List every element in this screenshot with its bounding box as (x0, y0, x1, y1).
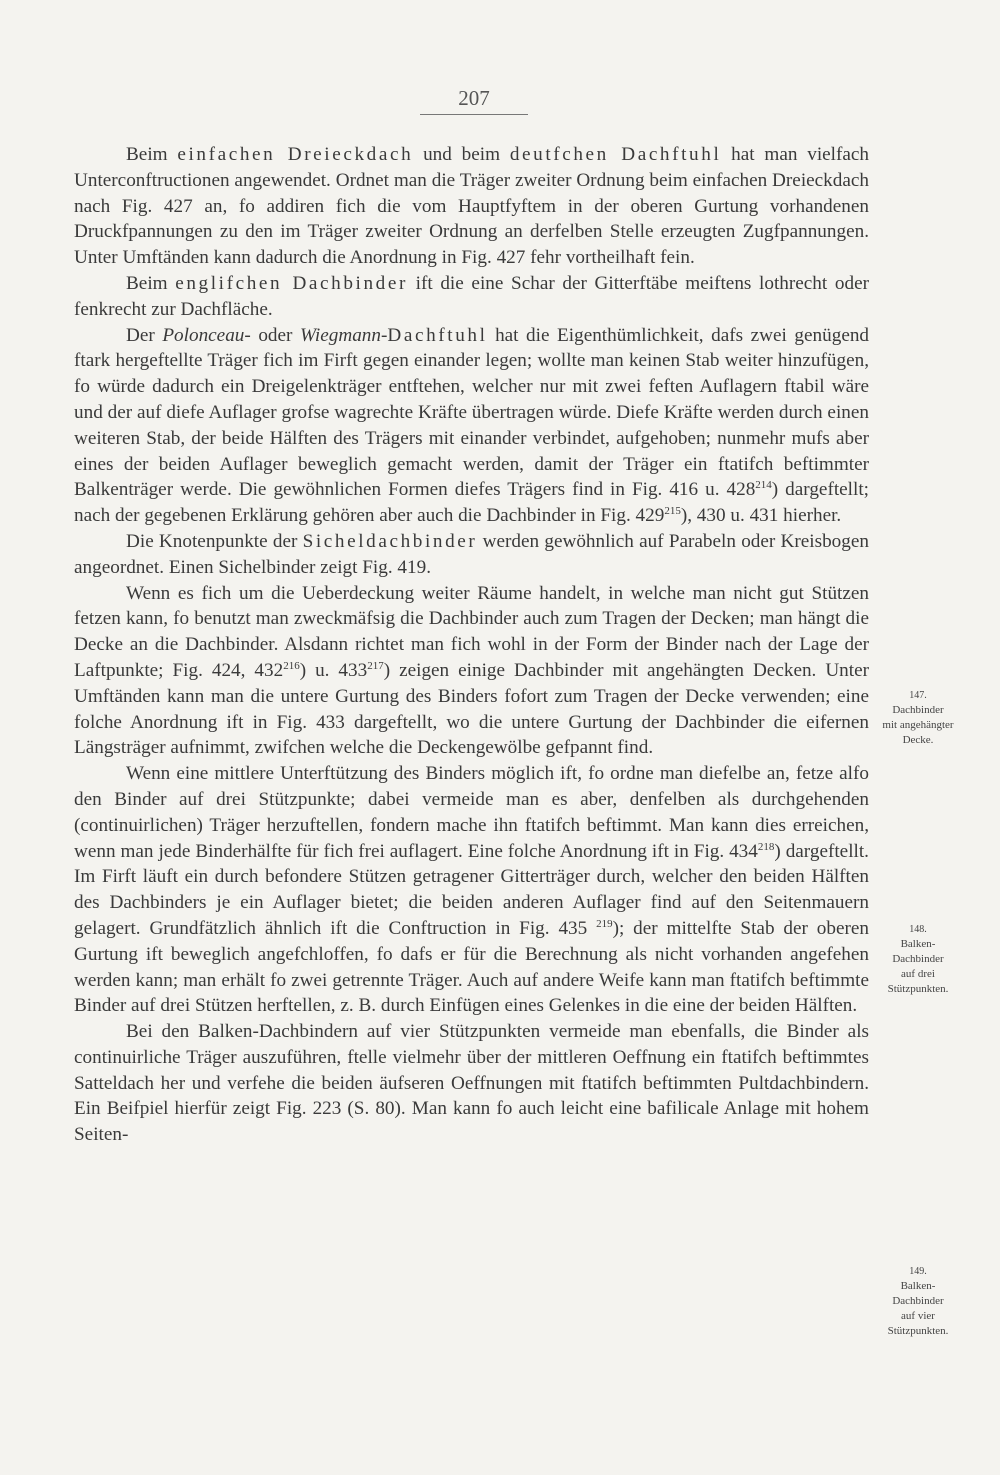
text-run: Wenn es fich um die Ueberdeckung weiter Räume handelt, in welche man nicht gut Stützen fetzen kann, fo benutzt man zweckmäfsig die Dachbinder auch zum Tragen der Decken; man hängt die Decke an die Dachbinder. Alsdann richtet man fich wohl in der Form der Binder nach der Lage der Laftpunkte; Fig. 424, 432 (74, 582, 869, 681)
paragraph (74, 323, 869, 529)
emphasized-term: Dachftuhl (387, 324, 488, 346)
text-run: werden gewöhnlich auf Parabeln oder Kreisbogen angeordnet. Einen Sichelbinder zeigt Fig. 419. (74, 530, 869, 578)
side-note-line: Decke. (902, 734, 934, 746)
paragraph (74, 581, 869, 762)
footnote-ref: 218 (757, 840, 775, 853)
text-run: und beim (413, 144, 510, 165)
emphasized-term: englifchen Dachbinder (175, 272, 408, 294)
text-run: ) u. 433 (299, 659, 368, 681)
side-note-line: Balken- (900, 1280, 936, 1292)
side-note-line: auf drei (901, 968, 935, 980)
emphasized-term: einfachen Dreieckdach (177, 144, 414, 165)
side-note-line: Stützpunkten. (887, 1325, 949, 1337)
text-run: oder (250, 324, 300, 346)
text-run: Bei den Balken-Dachbindern auf vier Stützpunkten vermeide man ebenfalls, die Binder als continuirliche Träger auszuführen, ftelle vielmehr über der mittleren Oeffnung ein ftatifch beftimmtes Satteldach her und verfehe die beiden äufseren Oeffnungen mit ftatifch beftimmten Pultdachbindern. Ein Beifpiel hierfür zeigt Fig. 223 (S. 80). Man kann fo auch leicht eine bafilicale Anlage mit hohem Seiten- (74, 1021, 869, 1146)
text-run: hat man vielfach Unterconftructionen angewendet. Ordnet man die Träger zweiter Ordnung beim einfachen Dreieckdach nach Fig. 427 an, fo addiren fich die vom Hauptfyftem in der oberen Gurtung vorhandenen Druckfpannungen zu den im Träger zweiter Ordnung an derfelben Stelle erzeugten Zugfpannungen. Unter Umftänden kann dadurch die Anordnung in Fig. 427 fehr vortheilhaft fein. (74, 144, 870, 269)
side-note (868, 922, 968, 997)
footnote-ref: 215 (664, 505, 681, 518)
text-run: hat die Eigenthümlichkeit, dafs zwei genügend ftark hergeftellte Träger fich im Firft gegen einander legen; wollte man keinen Stab weiter hinzufügen, fo würde dadurch ein Dreigelenkträger entftehen, welcher nur mit zwei feften Auflagern ftabil wäre und der auf diefe Auflager grofse wagrechte Kräfte übertragen würde. Diefe Kräfte werden durch einen weiteren Stab, der beide Hälften des Trägers mit einander verbindet, aufgehoben; nunmehr mufs aber eines der beiden Auflager beweglich gemacht werden, damit der Träger ein ftatifch beftimmter Balkenträger werde. Die gewöhnlichen Formen diefes Trägers find in Fig. 416 u. 428 (74, 324, 870, 501)
text-run: Beim (126, 272, 176, 294)
side-note-line: Balken- (900, 938, 936, 950)
footnote-ref: 216 (283, 659, 300, 672)
side-note-number: 147. (909, 690, 927, 701)
text-run: ); der mittelfte Stab der oberen Gurtung ift beweglich angefchloffen, fo dafs er für die Berechnung als nicht vorhanden angefehen werden kann; man erhält fo zwei getrennte Träger. Auch auf andere Weife kann man ftatifch beftimmte Binder auf drei Stützen herftellen, z. B. durch Einfügen eines Gelenkes in die eine der beiden Hälften. (74, 917, 869, 1017)
text-run: Der (126, 324, 163, 346)
emphasized-term: deutfchen Dachftuhl (509, 144, 722, 165)
paragraph (74, 271, 869, 323)
text-run: Beim (126, 144, 178, 165)
page-number: 207 (420, 86, 528, 115)
paragraph (74, 529, 869, 581)
paragraph (74, 761, 869, 1019)
side-note-line: Dachbinder (892, 1295, 944, 1307)
text-run: Wenn eine mittlere Unterftützung des Binders möglich ift, fo ordne man diefelbe an, fetze alfo den Binder auf drei Stützpunkte; dabei vermeide man es aber, denfelben als durchgehenden (continuirlichen) Träger herzuftellen, fondern mache ihn ftatifch beftimmt. Man kann dies erreichen, wenn man jede Binderhälfte für fich frei auflagert. Eine folche Anordnung ift in Fig. 434 (74, 763, 869, 862)
footnote-ref: 217 (367, 659, 384, 672)
text-run: ) dargeftellt; nach der gegebenen Erklärung gehören aber auch die Dachbinder in Fig. 429 (74, 479, 870, 527)
text-run: ) zeigen einige Dachbinder mit angehängten Decken. Unter Umftänden kann man die untere Gurtung des Binders fofort zum Tragen der Decke verwenden; eine folche Anordnung ift in Fig. 433 dargeftellt, wo die untere Gurtung der Dachbinder die eifernen Längsträger aufnimmt, zwifchen welche die Deckengewölbe gefpannt find. (74, 659, 870, 759)
text-run: ) dargeftellt. Im Firft läuft ein durch befondere Stützen getragener Gitterträger durch, welcher den beiden Hälften des Dachbinders je ein Auflager bietet; die beiden anderen Auflager find auf den Seitenmauern gelagert. Grundfätzlich ähnlich ift die Conftruction in Fig. 435 (74, 840, 869, 939)
paragraph (74, 1019, 869, 1148)
side-note-line: Dachbinder (892, 953, 944, 965)
side-note-line: Dachbinder (892, 704, 944, 716)
text-run: ift die eine Schar der Gitterftäbe meiftens lothrecht oder fenkrecht zur Dachfläche. (74, 272, 869, 320)
side-note-line: Stützpunkten. (887, 983, 949, 995)
side-note-line: mit angehängter (882, 719, 954, 731)
main-text (74, 142, 869, 1148)
text-run: ), 430 u. 431 hierher. (680, 505, 842, 527)
italic-name: Wiegmann- (299, 324, 388, 346)
emphasized-term: Sicheldachbinder (302, 530, 478, 552)
side-note-line: auf vier (901, 1310, 935, 1322)
side-note (868, 688, 968, 748)
side-note-number: 148. (909, 924, 927, 935)
paragraph (74, 142, 869, 271)
footnote-ref: 219 (596, 917, 613, 930)
text-run: Die Knotenpunkte der (126, 530, 303, 552)
italic-name: Polonceau- (162, 324, 251, 346)
side-note-number: 149. (909, 1266, 927, 1277)
side-note (868, 1264, 968, 1339)
footnote-ref: 214 (755, 479, 772, 492)
